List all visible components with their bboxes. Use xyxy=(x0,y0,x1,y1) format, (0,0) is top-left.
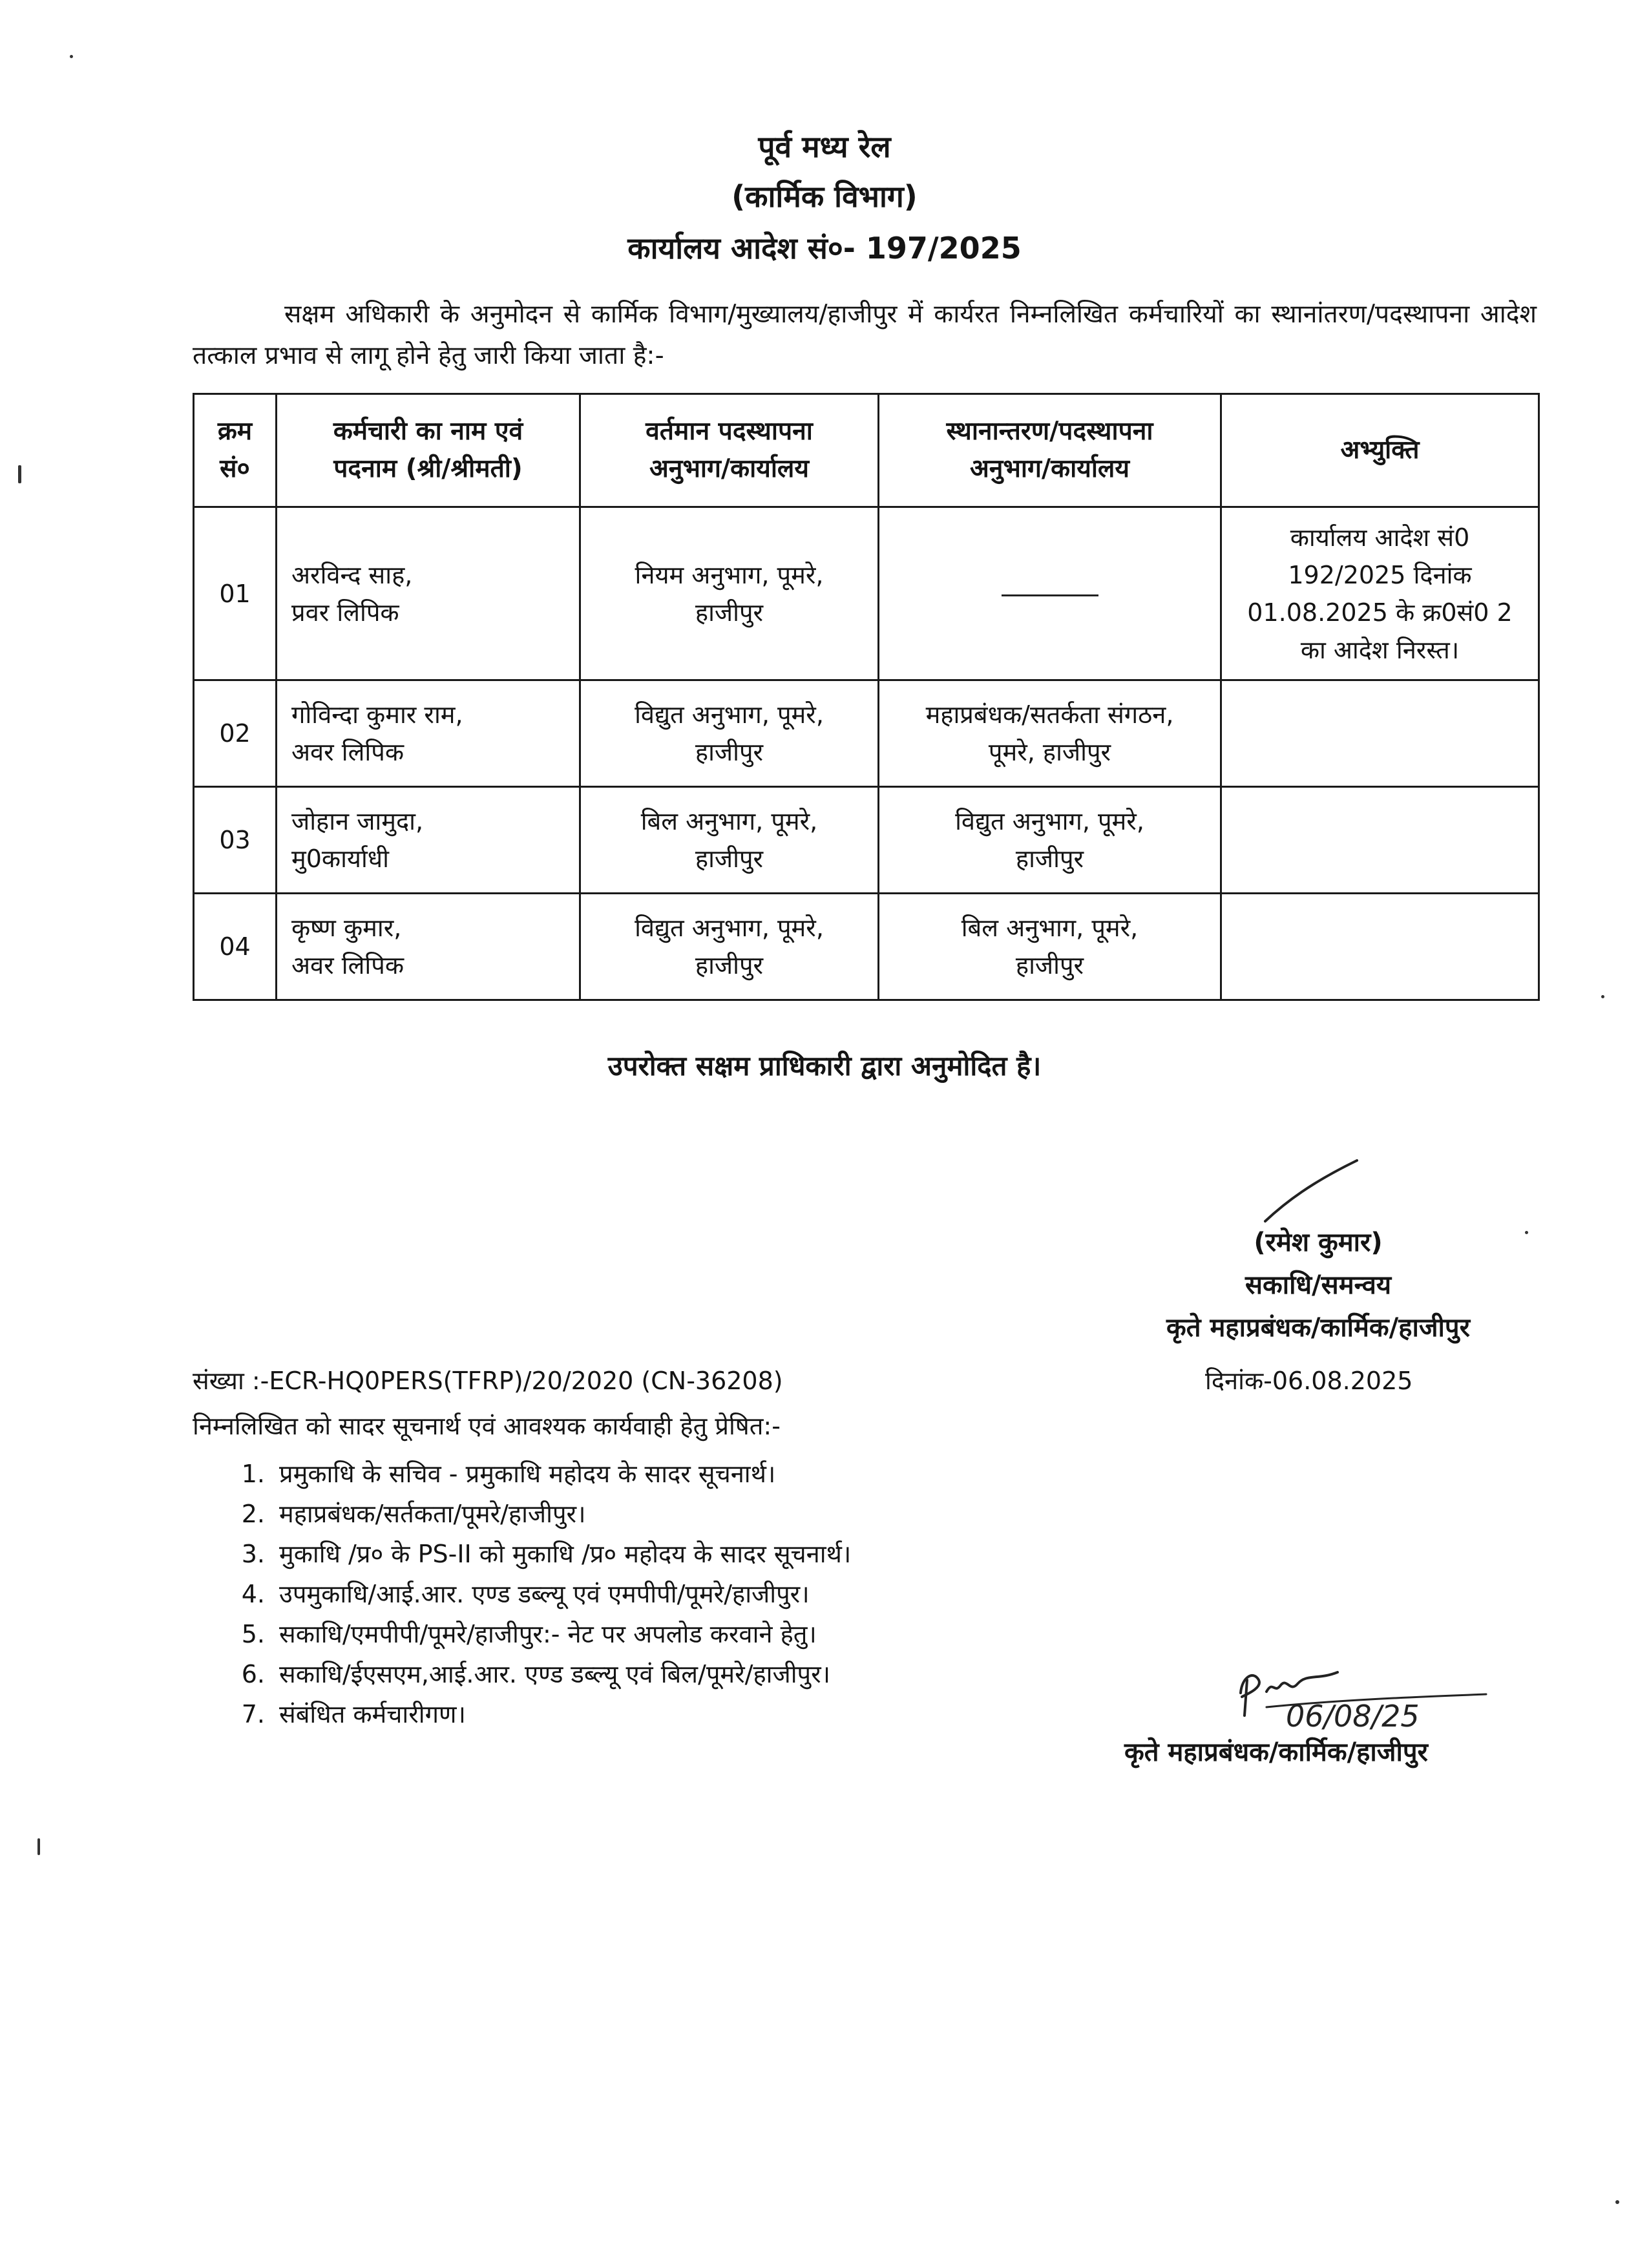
employee-cell: जोहान जामुदा, मु0कार्याधी xyxy=(277,787,580,894)
signatory-block xyxy=(1060,1221,1577,1349)
list-item: 1. प्रमुकाधि के सचिव - प्रमुकाधि महोदय के सादर सूचनार्थ। xyxy=(241,1460,776,1488)
signatory-designation: सकाधि/समन्वय xyxy=(1245,1270,1392,1300)
handwritten-initials-signature xyxy=(1228,1654,1499,1732)
remarks-cell xyxy=(1221,894,1539,1000)
transfer-posting-cell: बिल अनुभाग, पूमरे, हाजीपुर xyxy=(879,894,1221,1000)
scan-speck xyxy=(1615,2200,1619,2204)
list-item: 7. संबंधित कर्मचारीगण। xyxy=(241,1700,466,1728)
org-name: पूर्व मध्य रेल xyxy=(758,129,891,164)
transfer-posting-cell: विद्युत अनुभाग, पूमरे, हाजीपुर xyxy=(879,787,1221,894)
reference-date: दिनांक-06.08.2025 xyxy=(1205,1367,1413,1395)
scan-speck xyxy=(37,1838,40,1855)
office-order-number: कार्यालय आदेश सं०- 197/2025 xyxy=(627,231,1022,266)
list-item: 4. उपमुकाधि/आई.आर. एण्ड डब्ल्यू एवं एमपीपी/पूमरे/हाजीपुर। xyxy=(241,1580,810,1608)
current-posting-cell: नियम अनुभाग, पूमरे, हाजीपुर xyxy=(580,507,879,680)
transfer-table xyxy=(193,393,1540,1001)
current-posting-cell: बिल अनुभाग, पूमरे, हाजीपुर xyxy=(580,787,879,894)
list-item: 3. मुकाधि /प्र० के PS-II को मुकाधि /प्र० महोदय के सादर सूचनार्थ। xyxy=(241,1540,852,1568)
table-header-row xyxy=(194,394,1539,507)
list-item: 6. सकाधि/ईएसएम,आई.आर. एण्ड डब्ल्यू एवं बिल/पूमरे/हाजीपुर। xyxy=(241,1660,831,1688)
table-row xyxy=(194,894,1539,1000)
intro-text: सक्षम अधिकारी के अनुमोदन से कार्मिक विभाग/मुख्यालय/हाजीपुर में कार्यरत निम्नलिखित कर्मचारियों का स्थानांतरण/पदस्थापना आदेश तत्काल प्रभाव से लागू होने हेतु जारी किया जाता है:- xyxy=(193,300,1537,370)
serial-cell: 04 xyxy=(194,894,277,1000)
scan-speck xyxy=(18,465,21,483)
header-remarks: अभ्युक्ति xyxy=(1221,394,1539,507)
header-transfer-posting: स्थानान्तरण/पदस्थापना अनुभाग/कार्यालय xyxy=(879,394,1221,507)
current-posting-cell: विद्युत अनुभाग, पूमरे, हाजीपुर xyxy=(580,894,879,1000)
scan-speck xyxy=(70,55,73,58)
remarks-cell xyxy=(1221,680,1539,787)
remarks-cell xyxy=(1221,787,1539,894)
header-employee-name: कर्मचारी का नाम एवं पदनाम (श्री/श्रीमती) xyxy=(277,394,580,507)
table-row xyxy=(194,787,1539,894)
current-posting-cell: विद्युत अनुभाग, पूमरे, हाजीपुर xyxy=(580,680,879,787)
scan-speck xyxy=(1525,1231,1528,1234)
signatory-name: (रमेश कुमार) xyxy=(1254,1228,1383,1257)
transfer-posting-cell: महाप्रबंधक/सतर्कता संगठन, पूमरे, हाजीपुर xyxy=(879,680,1221,787)
employee-cell: अरविन्द साह, प्रवर लिपिक xyxy=(277,507,580,680)
signatory-for-line: कृते महाप्रबंधक/कार्मिक/हाजीपुर xyxy=(1166,1313,1470,1343)
reference-number: संख्या :-ECR-HQ0PERS(TFRP)/20/2020 (CN-36208) xyxy=(193,1367,783,1395)
table-row xyxy=(194,680,1539,787)
serial-cell: 01 xyxy=(194,507,277,680)
serial-cell: 03 xyxy=(194,787,277,894)
dash-mark xyxy=(1002,594,1098,596)
list-item: 2. महाप्रबंधक/सर्तकता/पूमरे/हाजीपुर। xyxy=(241,1500,586,1528)
signature-stroke xyxy=(1260,1157,1363,1228)
copy-to-list xyxy=(213,1454,851,1734)
transfer-posting-cell xyxy=(879,507,1221,680)
table-row xyxy=(194,507,1539,680)
department-name: (कार्मिक विभाग) xyxy=(731,179,918,214)
serial-cell: 02 xyxy=(194,680,277,787)
employee-cell: कृष्ण कुमार, अवर लिपिक xyxy=(277,894,580,1000)
approval-note: उपरोक्त सक्षम प्राधिकारी द्वारा अनुमोदित है। xyxy=(607,1050,1042,1082)
closing-for-line: कृते महाप्रबंधक/कार्मिक/हाजीपुर xyxy=(1124,1738,1428,1767)
forward-line: निम्नलिखित को सादर सूचनार्थ एवं आवश्यक कार्यवाही हेतु प्रेषित:- xyxy=(193,1412,781,1440)
scan-speck xyxy=(1601,995,1604,998)
header-serial: क्रम सं० xyxy=(194,394,277,507)
remarks-cell: कार्यालय आदेश सं0 192/2025 दिनांक 01.08.2025 के क्र0सं0 2 का आदेश निरस्त। xyxy=(1221,507,1539,680)
header-current-posting: वर्तमान पदस्थापना अनुभाग/कार्यालय xyxy=(580,394,879,507)
intro-paragraph xyxy=(193,294,1537,377)
list-item: 5. सकाधि/एमपीपी/पूमरे/हाजीपुर:- नेट पर अपलोड करवाने हेतु। xyxy=(241,1620,817,1648)
employee-cell: गोविन्दा कुमार राम, अवर लिपिक xyxy=(277,680,580,787)
handwritten-date: 06/08/25 xyxy=(1286,1699,1420,1732)
